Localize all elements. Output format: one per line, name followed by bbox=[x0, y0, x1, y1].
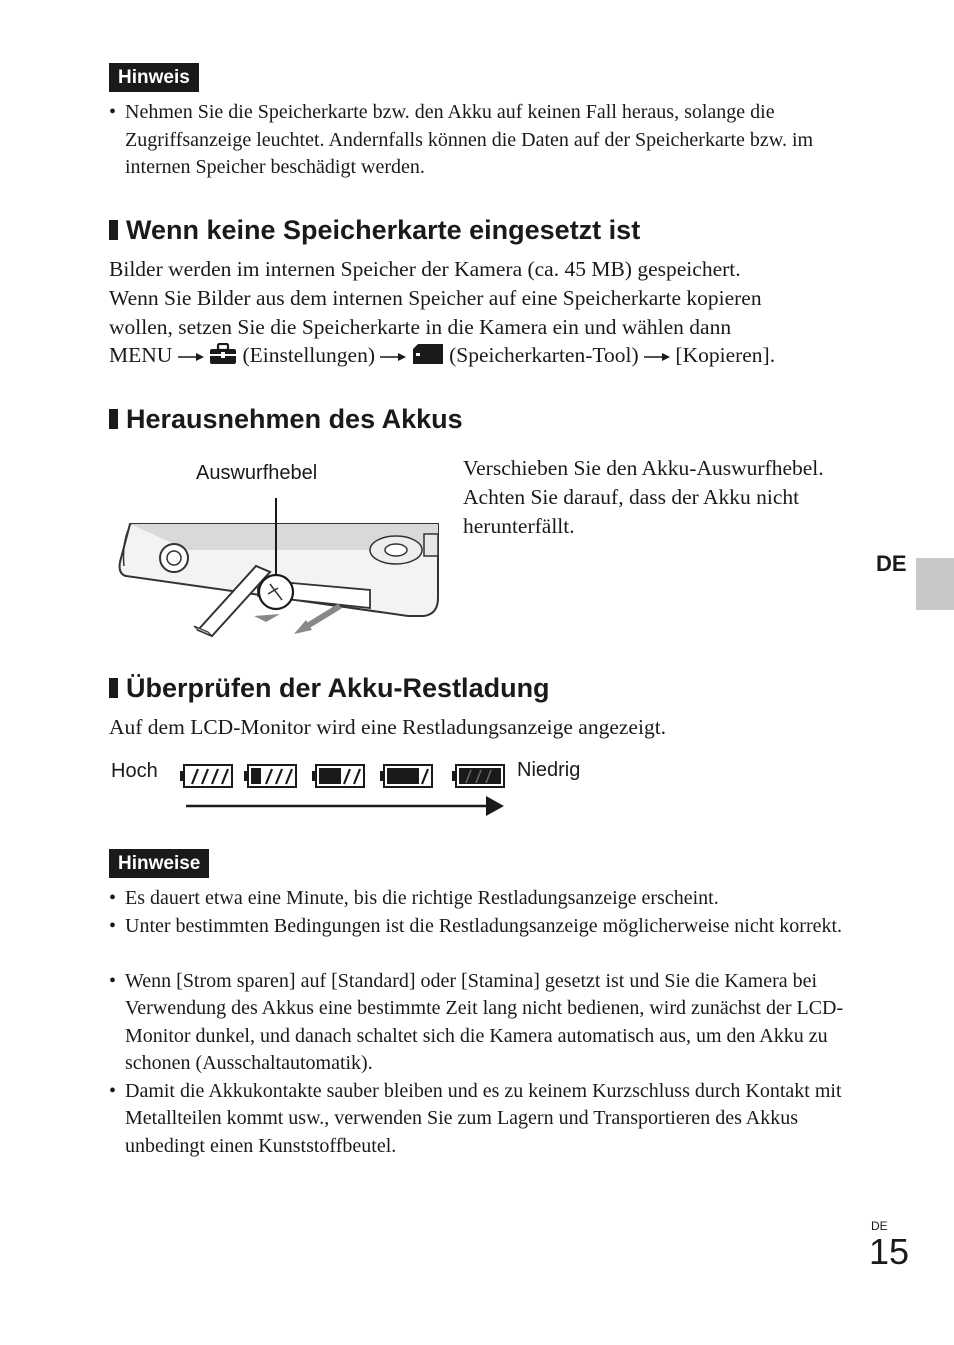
bullet: • bbox=[109, 914, 117, 937]
heading-marker bbox=[109, 220, 118, 240]
settings-text: (Einstellungen) bbox=[242, 343, 375, 368]
copy-text: [Kopieren]. bbox=[675, 343, 776, 368]
section1-body bbox=[109, 255, 889, 370]
bullet: • bbox=[109, 887, 117, 909]
bullet: • bbox=[109, 101, 117, 123]
figure-label-eject-lever: Auswurfhebel bbox=[196, 462, 318, 484]
level-low-label: Niedrig bbox=[517, 759, 581, 781]
language-side-tab bbox=[916, 558, 954, 610]
arrow-right-icon bbox=[380, 352, 406, 362]
section-heading-battery-level bbox=[109, 673, 550, 704]
menu-text: MENU bbox=[109, 343, 173, 368]
list-item: Unter bestimmten Bedingungen ist die Restladungsanzeige möglicherweise nicht korrekt. bbox=[125, 914, 843, 937]
battery-empty-icon bbox=[452, 765, 504, 787]
section-heading-remove-battery bbox=[109, 404, 463, 435]
heading-text: Überprüfen der Akku-Restladung bbox=[126, 673, 550, 703]
remove-battery-instructions: Verschieben Sie den Akku-Auswurfhebel. Achten Sie darauf, dass der Akku nicht herunterfällt. bbox=[463, 456, 824, 538]
battery-full-icon bbox=[180, 765, 232, 787]
list-item: Wenn [Strom sparen] auf [Standard] oder [Stamina] gesetzt ist und Sie die Kamera bei Verwendung des Akkus eine bestimmte Zeit lang nicht bedienen, wird zunächst der LCD-Monitor dunkel, und danach schaltet sich die Kamera automatisch aus, um den Akku zu schonen (Ausschaltautomatik). bbox=[125, 969, 844, 1074]
heading-marker bbox=[109, 678, 118, 698]
hinweise-list bbox=[0, 885, 954, 1175]
heading-text: Herausnehmen des Akkus bbox=[126, 404, 463, 434]
body-line: Bilder werden im internen Speicher der Kamera (ca. 45 MB) gespeichert. bbox=[109, 257, 741, 281]
tool-text: (Speicherkarten-Tool) bbox=[449, 343, 639, 368]
arrow-right-icon bbox=[486, 796, 504, 816]
list-item: Es dauert etwa eine Minute, bis die richtige Restladungsanzeige erscheint. bbox=[125, 887, 719, 909]
bullet: • bbox=[109, 1079, 117, 1102]
page-lang-code: DE bbox=[871, 1219, 888, 1233]
arrow-right-icon bbox=[644, 352, 670, 362]
hinweis-label: Hinweis bbox=[109, 63, 199, 92]
level-high-label: Hoch bbox=[111, 760, 158, 782]
hinweise-label: Hinweise bbox=[109, 849, 209, 878]
battery-level-row bbox=[176, 760, 512, 822]
bullet: • bbox=[109, 969, 117, 992]
list-item: Nehmen Sie die Speicherkarte bzw. den Akku auf keinen Fall heraus, solange die Zugriffsanzeige leuchtet. Andernfalls können die Daten auf der Speicherkarte bzw. im internen Speicher beschädigt werden. bbox=[125, 101, 814, 178]
section-heading-no-card bbox=[109, 215, 640, 246]
menu-path bbox=[109, 341, 889, 370]
page-number: 15 bbox=[869, 1231, 910, 1272]
camera-battery-illustration bbox=[108, 490, 442, 640]
memory-card-tool-icon bbox=[412, 343, 444, 365]
heading-marker bbox=[109, 409, 118, 429]
arrow-right-icon bbox=[178, 352, 204, 362]
battery-level-intro: Auf dem LCD-Monitor wird eine Restladungsanzeige angezeigt. bbox=[109, 715, 667, 739]
battery-medium-icon bbox=[312, 765, 364, 787]
list-item: Damit die Akkukontakte sauber bleiben und es zu keinem Kurzschluss durch Kontakt mit Metallteilen kommt usw., verwenden Sie zum Lagern und Transportieren des Akkus unbedingt einen Kunststoffbeutel. bbox=[125, 1079, 842, 1157]
battery-low-icon bbox=[380, 765, 432, 787]
toolbox-settings-icon bbox=[209, 343, 237, 365]
body-line: wollen, setzen Sie die Speicherkarte in die Kamera ein und wählen dann bbox=[109, 314, 732, 339]
body-line: Wenn Sie Bilder aus dem internen Speicher auf eine Speicherkarte kopieren bbox=[109, 285, 762, 310]
heading-text: Wenn keine Speicherkarte eingesetzt ist bbox=[126, 215, 641, 245]
battery-high-icon bbox=[244, 765, 296, 787]
language-tab-label: DE bbox=[876, 551, 907, 576]
